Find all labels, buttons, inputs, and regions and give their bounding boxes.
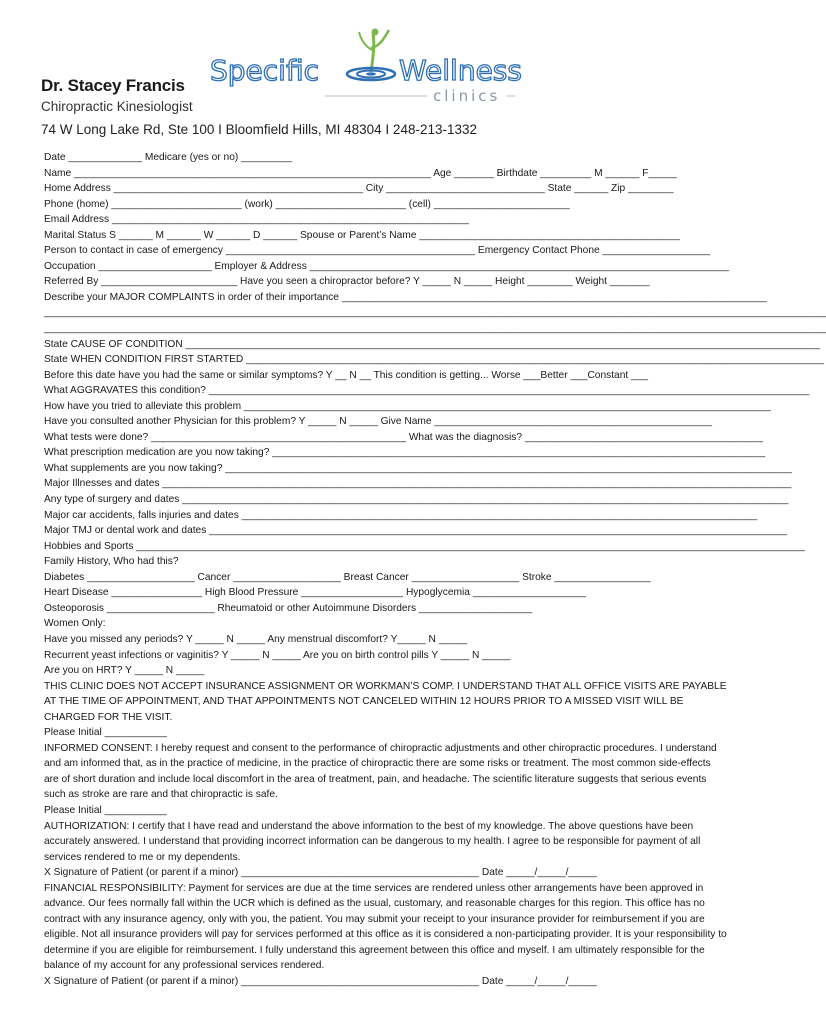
field-email[interactable]: Email Address _______________________________________________________________ — [44, 214, 469, 226]
field-name-age-birthdate[interactable]: Name _______________________________________________________________ Age _______ Birthdate _________ M ______ F_____ — [44, 167, 677, 179]
field-similar-symptoms[interactable]: Before this date have you had the same or similar symptoms? Y __ N __ This condition is getting... Worse ___Better ___Constant ___ — [44, 369, 649, 381]
field-hrt[interactable]: Are you on HRT? Y _____ N _____ — [44, 665, 205, 677]
field-supplements[interactable]: What supplements are you now taking? ____________________________________________________________________________________________________ — [44, 462, 792, 474]
field-periods[interactable]: Have you missed any periods? Y _____ N _____ Any menstrual discomfort? Y_____ N _____ — [44, 633, 468, 645]
field-home-address[interactable]: Home Address ____________________________________________ City ____________________________ State ______ Zip ________ — [44, 183, 674, 195]
field-surgery[interactable]: Any type of surgery and dates ___________________________________________________________________________________________________________ — [44, 494, 789, 506]
field-family-heart-row[interactable]: Heart Disease ________________ High Blood Pressure __________________ Hypoglycemia ____________________ — [44, 587, 587, 599]
field-family-diabetes-row[interactable]: Diabetes ___________________ Cancer ___________________ Breast Cancer ___________________ Stroke _________________ — [44, 571, 651, 583]
field-phone[interactable]: Phone (home) _______________________ (work) _______________________ (cell) ________________________ — [44, 198, 570, 210]
field-marital-status[interactable]: Marital Status S ______ M ______ W ______ D ______ Spouse or Parent’s Name ______________________________________________ — [44, 229, 680, 241]
initial-field-2[interactable]: Please Initial ___________ — [44, 804, 167, 816]
clinic-address: 74 W Long Lake Rd, Ste 100 I Bloomfield Hills, MI 48304 I 248-213-1332 — [41, 122, 478, 137]
field-other-physician[interactable]: Have you consulted another Physician for this problem? Y _____ N _____ Give Name _________________________________________________ — [44, 416, 712, 428]
informed-consent: INFORMED CONSENT: I hereby request and consent to the performance of chiropractic adjustments and other chiropractic procedures. I understand and am informed that, as in the practice of medicine, in the practice of chiropractic there are some risks or treatment. The most common side-effects are of short duration and include local discomfort in the area of treatment, pain, and headache. The scientific literature suggests that serious events such as stroke are rare and that chiropractic is safe. — [44, 742, 717, 801]
field-tests-diagnosis[interactable]: What tests were done? _____________________________________________ What was the diagnosis? __________________________________________ — [44, 431, 763, 443]
field-aggravates[interactable]: What AGGRAVATES this condition? __________________________________________________________________________________________________________ — [44, 385, 810, 397]
signature-field-2[interactable]: X Signature of Patient (or parent if a minor) __________________________________________ Date _____/_____/_____ — [44, 975, 597, 987]
field-referred-by[interactable]: Referred By ________________________ Have you seen a chiropractor before? Y _____ N _____ Height ________ Weight _______ — [44, 276, 650, 288]
field-hobbies[interactable]: Hobbies and Sports ______________________________________________________________________________________________________________________ — [44, 540, 805, 552]
field-illnesses[interactable]: Major Illnesses and dates _______________________________________________________________________________________________________________ — [44, 478, 792, 490]
field-cause-of-condition[interactable]: State CAUSE OF CONDITION ________________________________________________________________________________________________________________ — [44, 338, 821, 350]
field-complaints-line-3[interactable]: __________________________________________________________________________________________________________________________________________ — [44, 323, 826, 335]
wellness-figure-icon — [347, 29, 395, 81]
field-complaints-line-2[interactable]: __________________________________________________________________________________________________________________________________________ — [44, 307, 826, 319]
field-alleviate[interactable]: How have you tried to alleviate this problem _____________________________________________________________________________________________ — [44, 400, 771, 412]
logo-word-specific: Specific — [210, 54, 319, 87]
field-accidents[interactable]: Major car accidents, falls injuries and dates ___________________________________________________________________________________________ — [44, 509, 758, 521]
financial-responsibility: FINANCIAL RESPONSIBILITY: Payment for services are due at the time services are rendered unless other arrangements have been approved in advance. Our fees normally fall within the UCR which is defined as the usual, customary, and reasonable charges for this region. This office has no contract with any insurance agency, only with you, the patient. You may submit your receipt to your insurance provider for reimbursement if you are eligible. Not all insurance providers will pay for services performed at this office as it is considered a non-participating provider. It is your responsibility to determine if you are eligible for reimbursement. I fully understand this agreement between this office and myself. I am ultimately responsible for the balance of my account for any professional services rendered. — [44, 882, 727, 972]
letterhead — [0, 0, 770, 150]
women-only-heading: Women Only: — [44, 618, 106, 630]
signature-field-1[interactable]: X Signature of Patient (or parent if a minor) __________________________________________ Date _____/_____/_____ — [44, 867, 597, 879]
field-date-medicare[interactable]: Date _____________ Medicare (yes or no) _________ — [44, 152, 293, 163]
logo-word-wellness: Wellness — [399, 54, 522, 87]
payment-policy: THIS CLINIC DOES NOT ACCEPT INSURANCE ASSIGNMENT OR WORKMAN’S COMP. I UNDERSTAND THAT ALL OFFICE VISITS ARE PAYABLE AT THE TIME OF APPOINTMENT, AND THAT APPOINTMENTS NOT CANCELED WITHIN 12 HOURS PRIOR TO A MISSED VISIT WILL BE CHARGED FOR THE VISIT. — [44, 680, 727, 723]
logo-word-clinics: clinics — [433, 87, 501, 105]
doctor-title: Chiropractic Kinesiologist — [41, 99, 193, 114]
field-major-complaints[interactable]: Describe your MAJOR COMPLAINTS in order of their importance ___________________________________________________________________________ — [44, 291, 767, 303]
intake-form — [44, 150, 826, 990]
field-family-osteoporosis-row[interactable]: Osteoporosis ___________________ Rheumatoid or other Autoimmune Disorders ____________________ — [44, 602, 533, 614]
field-yeast-birth-control[interactable]: Recurrent yeast infections or vaginitis? Y _____ N _____ Are you on birth control pills Y _____ N _____ — [44, 649, 511, 661]
doctor-name: Dr. Stacey Francis — [41, 76, 185, 95]
field-prescription[interactable]: What prescription medication are you now taking? _______________________________________________________________________________________ — [44, 447, 766, 459]
initial-field-1[interactable]: Please Initial ___________ — [44, 727, 167, 739]
field-emergency-contact[interactable]: Person to contact in case of emergency ____________________________________________ Emergency Contact Phone ___________________ — [44, 245, 711, 257]
family-history-heading: Family History, Who had this? — [44, 556, 179, 568]
field-condition-started[interactable]: State WHEN CONDITION FIRST STARTED ______________________________________________________________________________________________________ — [44, 354, 824, 366]
clinic-logo — [205, 28, 540, 108]
field-tmj-dental[interactable]: Major TMJ or dental work and dates ______________________________________________________________________________________________________ — [44, 525, 788, 537]
field-occupation[interactable]: Occupation ____________________ Employer & Address __________________________________________________________________________ — [44, 260, 729, 272]
authorization: AUTHORIZATION: I certify that I have read and understand the above information to the best of my knowledge. The above questions have been accurately answered. I understand that providing incorrect information can be dangerous to my health. I agree to be responsible for payment of all services rendered to me or my dependents. — [44, 820, 701, 863]
